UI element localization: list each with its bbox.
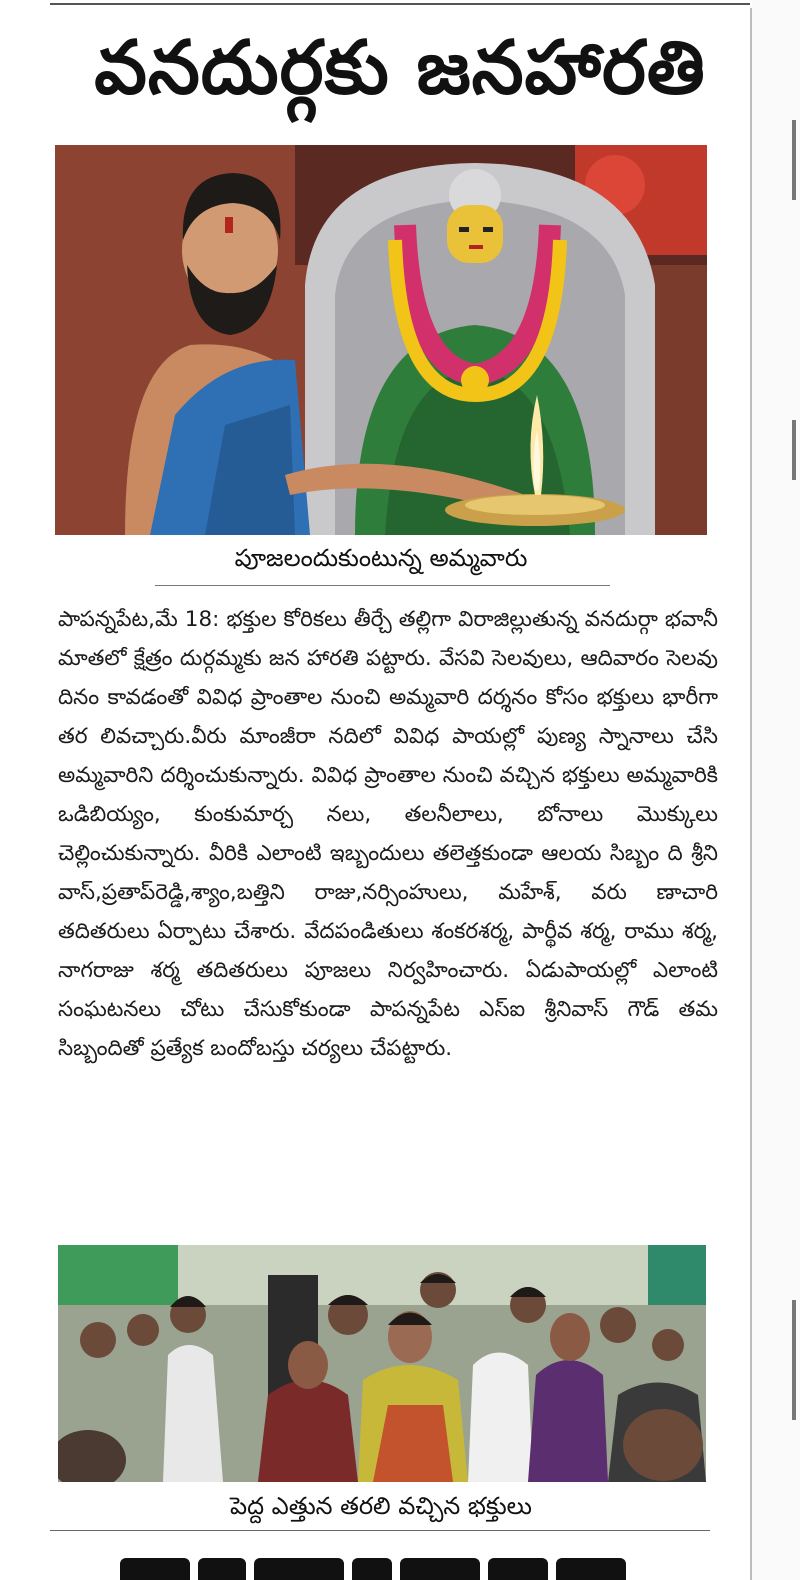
bottom-photo-caption: పెద్ద ఎత్తున తరలి వచ్చిన భక్తులు — [230, 1492, 532, 1520]
caption-divider — [155, 585, 610, 586]
bottom-divider — [50, 1530, 710, 1531]
deity-priest-illustration — [55, 145, 707, 535]
next-article-headline-cropped — [120, 1548, 680, 1580]
article-body: పాపన్నపేట,మే 18: భక్తుల కోరికలు తీర్చే తల్లిగా విరాజిల్లుతున్న వనదుర్గా భవానీ మాతలో క్షేత్రం దుర్గమ్మకు జన హారతి పట్టారు. వేసవి సెలవులు, ఆదివారం సెలవు దినం కావడంతో వివిధ ప్రాంతాల నుంచి అమ్మవారి దర్శనం కోసం భక్తులు భారీగా తర లివచ్చారు.వీరు మాంజీరా నదిలో వివిధ పాయల్లో పుణ్య స్నానాలు చేసి అమ్మవారిని దర్శించుకున్నారు. వివిధ ప్రాంతాల నుంచి వచ్చిన భక్తులు అమ్మవారికి ఒడిబియ్యం, కుంకుమార్చ నలు, తలనీలాలు, బోనాలు మొక్కులు చెల్లించుకున్నారు. వీరికి ఎలాంటి ఇబ్బందులు తలెత్తకుండా ఆలయ సిబ్బం ది శ్రీని వాస్,ప్రతాప్‌రెడ్డి,శ్యాం,బత్తిని రాజు,నర్సింహులు, మహేశ్, వరు ణాచారి తదితరులు ఏర్పాటు చేశారు. వేదపండితులు శంకరశర్మ, పార్థీవ శర్మ, రాము శర్మ, నాగరాజు శర్మ తదితరులు పూజలు నిర్వహించారు. ఏడుపాయల్లో ఎలాంటి సంఘటనలు చోటు చేసుకోకుండా పాపన్నపేట ఎస్‌ఐ శ్రీనివాస్ గౌడ్ తమ సిబ్బందితో ప్రత్యేక బందోబస్తు చర్యలు చేపట్టారు. — [58, 607, 718, 1061]
article-headline: వనదుర్గకు జనహారతి — [94, 25, 706, 111]
adjacent-column-edge — [752, 0, 800, 1580]
crowd-illustration — [58, 1245, 706, 1482]
top-rule — [50, 3, 750, 5]
devotees-crowd-photo — [58, 1245, 706, 1482]
temple-deity-photo — [55, 145, 707, 535]
top-photo-caption: పూజలందుకుంటున్న అమ్మవారు — [234, 544, 528, 572]
